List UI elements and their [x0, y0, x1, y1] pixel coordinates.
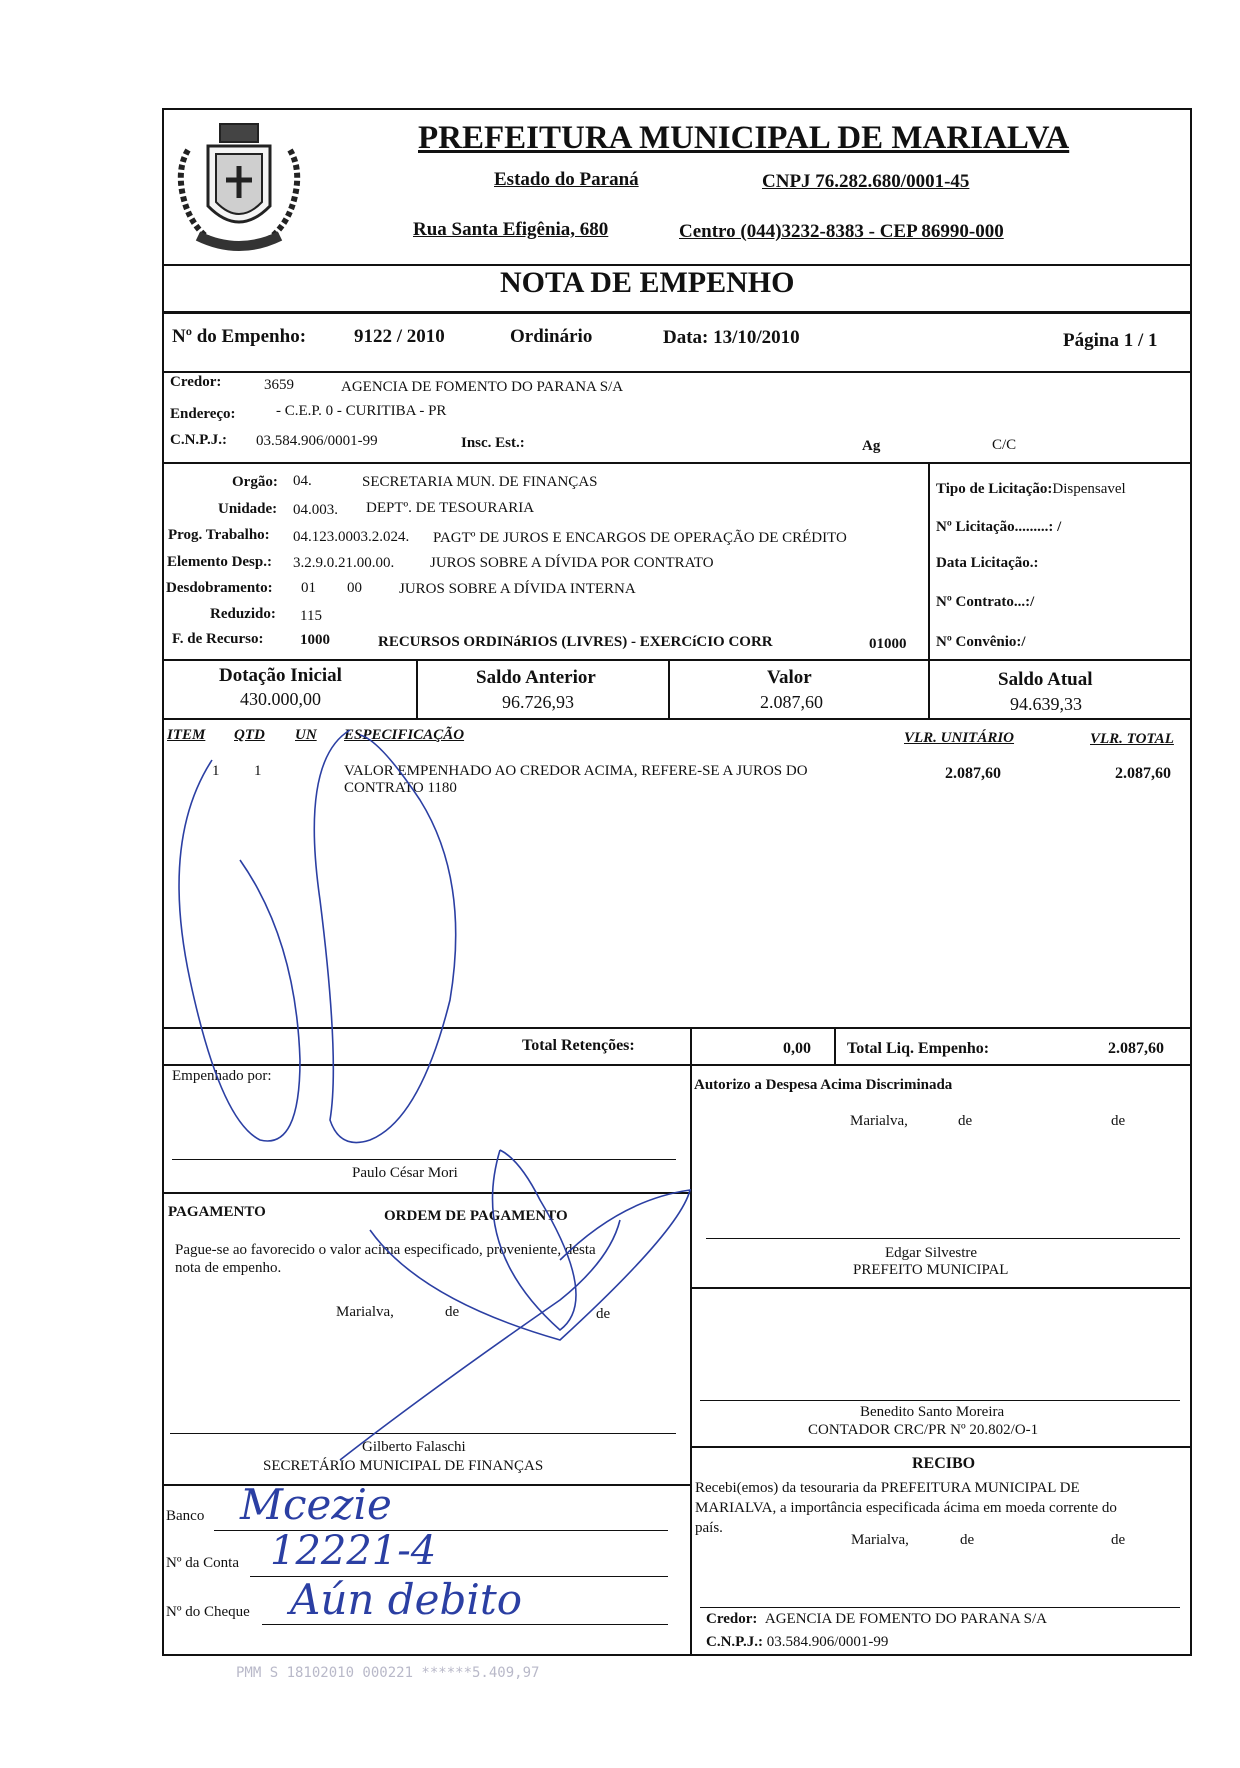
rule-empenho	[162, 371, 1192, 373]
recibo-place: Marialva,	[851, 1532, 909, 1548]
saldo-atual-label: Saldo Atual	[998, 669, 1093, 690]
recibo-credor-label: Credor:	[706, 1611, 758, 1627]
col-qtd: QTD	[234, 727, 265, 743]
ordem-pagamento: ORDEM DE PAGAMENTO	[384, 1208, 568, 1224]
credor-cnpj: 03.584.906/0001-99	[256, 433, 378, 449]
cheque-label: Nº do Cheque	[166, 1604, 250, 1620]
autorizo-label: Autorizo a Despesa Acima Discriminada	[694, 1077, 953, 1093]
empenho-date: Data: 13/10/2010	[663, 327, 800, 348]
credor-cnpj-label: C.N.P.J.:	[170, 432, 227, 448]
recibo-de2: de	[1111, 1532, 1126, 1548]
retencoes-label: Total Retenções:	[522, 1037, 635, 1054]
header-street: Rua Santa Efigênia, 680	[413, 219, 609, 240]
pagamento-text-line2: nota de empenho.	[175, 1260, 282, 1276]
empenho-number-label: Nº do Empenho:	[172, 326, 307, 347]
tipo-licitacao-label: Tipo de Licitação:	[936, 481, 1053, 497]
item-total-value: 2.087,60	[1115, 765, 1171, 782]
recibo-credor	[706, 1611, 1047, 1628]
recibo-text-line2: MARIALVA, a importância especificada ácima em moeda corrente do	[695, 1500, 1117, 1516]
doc-title: NOTA DE EMPENHO	[500, 266, 795, 299]
secretario-name: Gilberto Falaschi	[362, 1439, 466, 1455]
saldo-anterior-value: 96.726,93	[502, 692, 574, 712]
vrule-totais	[834, 1027, 836, 1064]
banco-label: Banco	[166, 1508, 205, 1524]
desdob-label: Desdobramento:	[166, 580, 273, 596]
conta-label: Nº da Conta	[166, 1555, 239, 1571]
orgao-label: Orgão:	[232, 474, 278, 490]
unidade-label: Unidade:	[218, 501, 278, 517]
banco-handwritten: Mcezie	[240, 1480, 392, 1529]
recurso-code: 1000	[300, 632, 330, 648]
rule-prefeito	[690, 1287, 1192, 1289]
rule-title	[162, 311, 1192, 314]
recurso-name: RECURSOS ORDINáRIOS (LIVRES) - EXERCíCIO CORR	[378, 634, 773, 650]
autorizo-place: Marialva,	[850, 1113, 908, 1129]
recibo-text-line1: Recebi(emos) da tesouraria da PREFEITURA MUNICIPAL DE	[695, 1480, 1080, 1496]
vrule-licitacao	[928, 462, 930, 718]
desdob-code1: 01	[301, 580, 316, 596]
cheque-line	[262, 1624, 668, 1625]
reduzido-value: 115	[300, 608, 322, 624]
reduzido-label: Reduzido:	[210, 606, 276, 622]
rule-saldos	[162, 718, 1192, 720]
pagamento-place: Marialva,	[336, 1304, 394, 1320]
liquido-label: Total Liq. Empenho:	[847, 1040, 990, 1057]
tipo-licitacao	[936, 481, 1126, 498]
state-name: Estado do Paraná	[494, 169, 639, 190]
empenhado-signature-line	[172, 1159, 676, 1160]
dotacao-label: Dotação Inicial	[219, 665, 342, 686]
unidade-name: DEPTº. DE TESOURARIA	[366, 500, 535, 516]
rule-items	[162, 1027, 1192, 1029]
dotacao-value: 430.000,00	[240, 689, 321, 709]
numero-contrato: Nº Contrato...:/	[936, 594, 1035, 610]
prefeito-name: Edgar Silvestre	[885, 1245, 978, 1261]
col-vlr-total: VLR. TOTAL	[1090, 731, 1174, 747]
saldo-atual-value: 94.639,33	[1010, 694, 1082, 714]
cheque-handwritten: Aún debito	[290, 1575, 523, 1624]
header-district-phone: Centro (044)3232-8383 - CEP 86990-000	[679, 221, 1004, 242]
secretario-signature-line	[170, 1433, 676, 1434]
numero-licitacao: Nº Licitação.........: /	[936, 519, 1062, 535]
pagamento-de2: de	[596, 1306, 611, 1322]
retencoes-value: 0,00	[783, 1040, 811, 1057]
autorizo-de1: de	[958, 1113, 973, 1129]
prefeito-role: PREFEITO MUNICIPAL	[853, 1262, 1009, 1278]
recibo-cnpj-value: 03.584.906/0001-99	[766, 1634, 889, 1650]
pagamento-label: PAGAMENTO	[168, 1204, 266, 1220]
conta-handwritten: 12221-4	[270, 1528, 437, 1574]
item-qtd: 1	[254, 763, 262, 779]
prog-name: PAGTº DE JUROS E ENCARGOS DE OPERAÇÃO DE CRÉDITO	[433, 530, 847, 546]
recibo-title: RECIBO	[912, 1455, 976, 1472]
ag-label: Ag	[862, 438, 881, 454]
col-un: UN	[295, 727, 317, 743]
desdob-name: JUROS SOBRE A DÍVIDA INTERNA	[399, 581, 636, 597]
pagamento-text-line1: Pague-se ao favorecido o valor acima especificado, proveniente, desta	[175, 1242, 596, 1258]
valor-value: 2.087,60	[760, 692, 823, 712]
numero-convenio: Nº Convênio:/	[936, 634, 1026, 650]
contador-name: Benedito Santo Moreira	[860, 1404, 1005, 1420]
prefeito-signature-line	[706, 1238, 1180, 1239]
saldo-anterior-label: Saldo Anterior	[476, 667, 596, 688]
credor-code: 3659	[264, 377, 294, 393]
credor-name: AGENCIA DE FOMENTO DO PARANA S/A	[341, 379, 624, 395]
liquido-value: 2.087,60	[1108, 1040, 1164, 1057]
pagamento-de1: de	[445, 1304, 460, 1320]
empenho-page: Página 1 / 1	[1063, 330, 1158, 351]
recibo-de1: de	[960, 1532, 975, 1548]
unidade-code: 04.003.	[293, 502, 338, 518]
col-vlr-unitario: VLR. UNITÁRIO	[904, 730, 1015, 746]
rule-contador	[690, 1446, 1192, 1448]
prog-label: Prog. Trabalho:	[168, 527, 270, 543]
address-label: Endereço:	[170, 406, 236, 422]
desdob-code2: 00	[347, 580, 362, 596]
empenho-number: 9122 / 2010	[354, 326, 445, 347]
header-cnpj: CNPJ 76.282.680/0001-45	[762, 171, 970, 192]
vrule-saldo2	[668, 659, 670, 718]
recibo-text-line3: país.	[695, 1520, 723, 1536]
data-licitacao: Data Licitação.:	[936, 555, 1039, 571]
item-desc-line1: VALOR EMPENHADO AO CREDOR ACIMA, REFERE-SE A JUROS DO	[344, 763, 808, 779]
item-number: 1	[212, 763, 220, 779]
orgao-code: 04.	[293, 473, 312, 489]
recibo-cnpj	[706, 1634, 888, 1651]
elemento-name: JUROS SOBRE A DÍVIDA POR CONTRATO	[430, 555, 714, 571]
empenhado-name: Paulo César Mori	[352, 1165, 458, 1181]
recurso-code2: 01000	[869, 636, 907, 652]
elemento-code: 3.2.9.0.21.00.00.	[293, 555, 395, 571]
credor-address: - C.E.P. 0 - CURITIBA - PR	[276, 403, 447, 419]
elemento-label: Elemento Desp.:	[167, 554, 272, 570]
vrule-bottom	[690, 1027, 692, 1656]
credor-label: Credor:	[170, 374, 222, 390]
footer-stamp: PMM S 18102010 000221 ******5.409,97	[236, 1665, 540, 1681]
cc-label: C/C	[992, 437, 1017, 453]
rule-totais	[162, 1064, 1192, 1066]
contador-role: CONTADOR CRC/PR Nº 20.802/O-1	[808, 1422, 1039, 1438]
recibo-credor-name: AGENCIA DE FOMENTO DO PARANA S/A	[764, 1611, 1047, 1627]
rule-credor	[162, 462, 1192, 464]
recurso-label: F. de Recurso:	[172, 631, 264, 647]
empenho-type: Ordinário	[510, 326, 593, 347]
empenhado-label: Empenhado por:	[172, 1068, 272, 1084]
contador-signature-line	[700, 1400, 1180, 1401]
col-item: ITEM	[167, 727, 206, 743]
valor-label: Valor	[767, 667, 812, 688]
prog-code: 04.123.0003.2.024.	[293, 529, 410, 545]
insc-label: Insc. Est.:	[461, 435, 525, 451]
secretario-role: SECRETÁRIO MUNICIPAL DE FINANÇAS	[263, 1458, 544, 1474]
vrule-saldo1	[416, 659, 418, 718]
item-desc-line2: CONTRATO 1180	[344, 780, 457, 796]
orgao-name: SECRETARIA MUN. DE FINANÇAS	[362, 474, 598, 490]
recibo-signature-line	[700, 1607, 1180, 1608]
rule-classif	[162, 659, 1192, 661]
item-unit-value: 2.087,60	[945, 765, 1001, 782]
tipo-licitacao-value: Dispensavel	[1052, 481, 1126, 497]
rule-empenhado	[162, 1192, 690, 1194]
prefeitura-title: PREFEITURA MUNICIPAL DE MARIALVA	[418, 120, 1070, 156]
col-especificacao: ESPECIFICAÇÃO	[344, 727, 465, 743]
autorizo-de2: de	[1111, 1113, 1126, 1129]
recibo-cnpj-label: C.N.P.J.:	[706, 1634, 763, 1650]
